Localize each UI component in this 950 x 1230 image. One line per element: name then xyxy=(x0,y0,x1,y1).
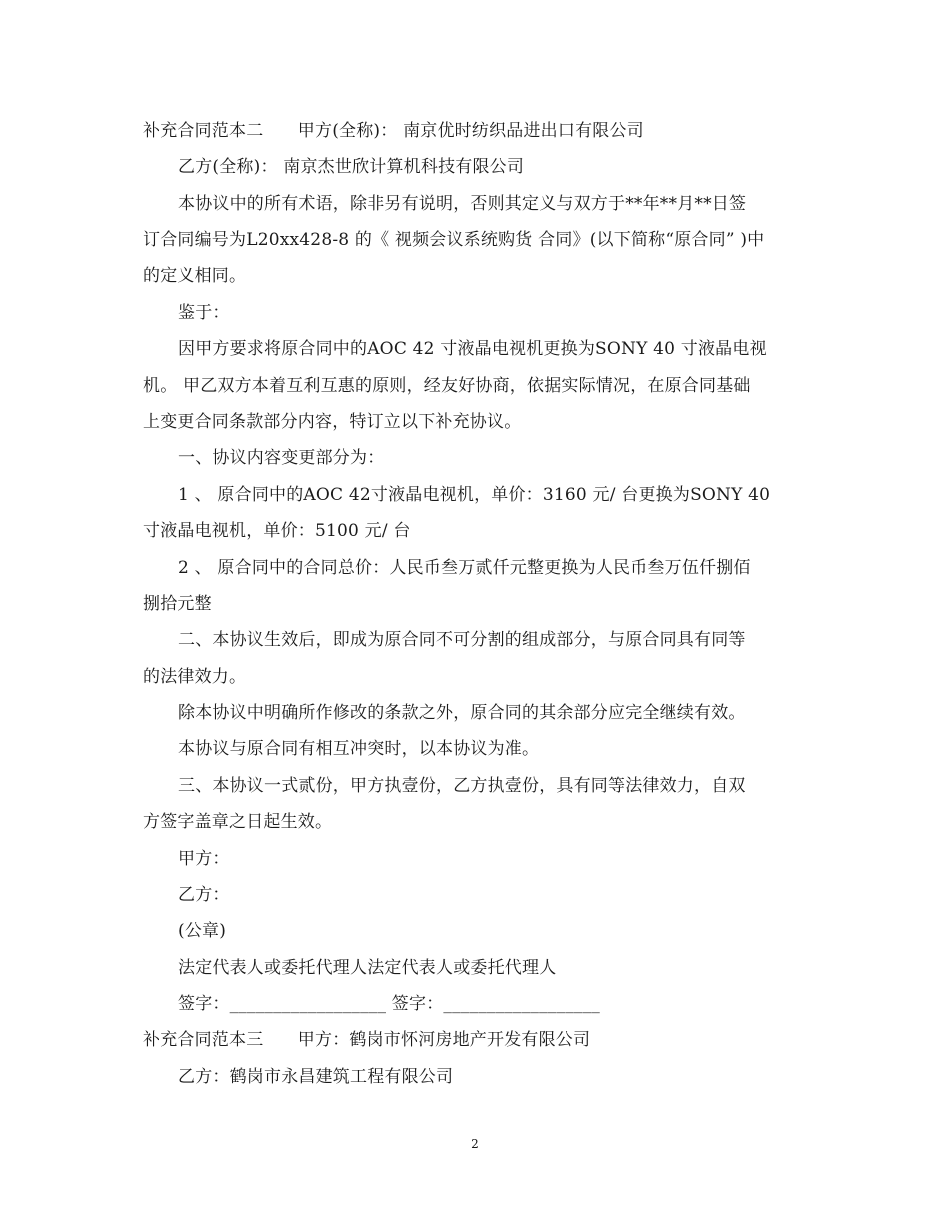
page-number: 2 xyxy=(471,1137,479,1151)
text-line: 的定义相同。 xyxy=(143,266,247,286)
text-line: 甲方： xyxy=(178,849,230,869)
text-line: 寸液晶电视机，单价：5100 元/ 台 xyxy=(143,521,411,541)
text-line: 乙方(全称)： 南京杰世欣计算机科技有限公司 xyxy=(178,157,525,177)
text-line: 除本协议中明确所作修改的条款之外，原合同的其余部分应完全继续有效。 xyxy=(178,703,746,723)
text-line: 订合同编号为L20xx428-8 的《 视频会议系统购货 合同》(以下简称“原合同” )中 xyxy=(143,230,765,250)
signature-line: 签字：__________________ 签字：__________________ xyxy=(178,994,601,1014)
text-line: 上变更合同条款部分内容，特订立以下补充协议。 xyxy=(143,412,522,432)
text-line: 本协议中的所有术语，除非另有说明，否则其定义与双方于**年**月**日签 xyxy=(178,194,747,214)
text-line: 鉴于： xyxy=(178,303,230,323)
text-line: 因甲方要求将原合同中的AOC 42 寸液晶电视机更换为SONY 40 寸液晶电视 xyxy=(178,339,767,359)
text-line: 2 、 原合同中的合同总价：人民币叁万贰仟元整更换为人民币叁万伍仟捌佰 xyxy=(178,558,751,578)
text-line: 补充合同范本三 甲方：鹤岗市怀河房地产开发有限公司 xyxy=(143,1030,591,1050)
text-line: 三、本协议一式贰份，甲方执壹份，乙方执壹份，具有同等法律效力，自双 xyxy=(178,776,746,796)
text-line: 乙方：鹤岗市永昌建筑工程有限公司 xyxy=(178,1067,454,1087)
text-line: 法定代表人或委托代理人法定代表人或委托代理人 xyxy=(178,958,557,978)
text-line: 方签字盖章之日起生效。 xyxy=(143,812,333,832)
text-line: 1 、 原合同中的AOC 42寸液晶电视机，单价：3160 元/ 台更换为SONY 40 xyxy=(178,485,771,505)
text-line: 本协议与原合同有相互冲突时，以本协议为准。 xyxy=(178,739,540,759)
text-line: 机。 甲乙双方本着互利互惠的原则，经友好协商，依据实际情况，在原合同基础 xyxy=(143,376,751,396)
text-line: (公章) xyxy=(178,921,227,941)
text-line: 一、协议内容变更部分为： xyxy=(178,448,385,468)
text-line: 补充合同范本二 甲方(全称)： 南京优时纺织品进出口有限公司 xyxy=(143,121,644,141)
text-line: 的法律效力。 xyxy=(143,667,247,687)
text-line: 捌拾元整 xyxy=(143,594,212,614)
text-line: 乙方： xyxy=(178,885,230,905)
text-line: 二、本协议生效后，即成为原合同不可分割的组成部分，与原合同具有同等 xyxy=(178,630,746,650)
